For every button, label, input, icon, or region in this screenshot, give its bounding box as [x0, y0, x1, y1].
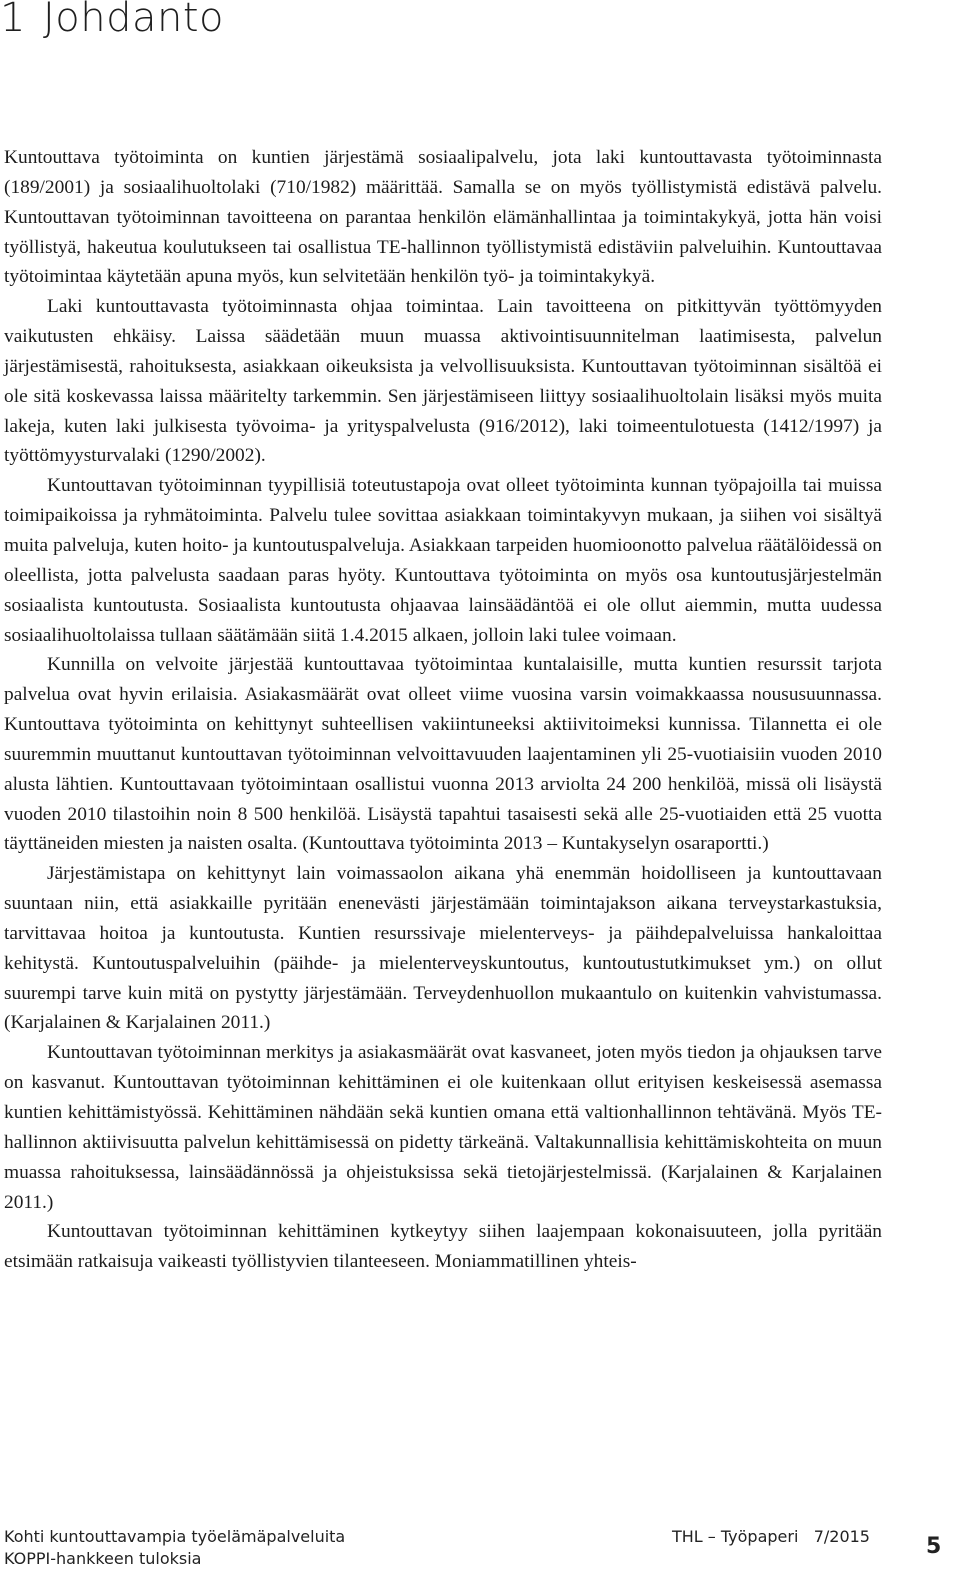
chapter-number: 1	[0, 0, 26, 41]
page-footer	[0, 1526, 960, 1570]
page-title	[0, 0, 224, 48]
paragraph-1: Kuntouttava työtoiminta on kuntien järjestämä sosiaalipalvelu, jota laki kuntouttavasta työtoiminnasta (189/2001) ja sosiaalihuoltolaki (710/1982) määrittää. Samalla se on myös työllistymistä edistävä palvelu. Kuntouttavan työtoiminnan tavoitteena on parantaa henkilön elämänhallintaa ja toimintakykyä, jotta hän voisi työllistyä, hakeutua koulutukseen tai osallistua TE-hallinnon työllistymistä edistäviin palveluihin. Kuntouttavaa työtoimintaa käytetään apuna myös, kun selvitetään henkilön työ- ja toimintakykyä.	[4, 147, 882, 288]
paragraph-5: Järjestämistapa on kehittynyt lain voimassaolon aikana yhä enemmän hoidolliseen ja kuntouttavaan suuntaan niin, että asiakkaille pyritään enenevästi järjestämään toimintajakson aikana terveystarkastuksia, tarvittavaa hoitoa ja kuntoutusta. Kuntien resurssivaje mielenterveys- ja päihdepalveluissa hankaloittaa kehitystä. Kuntoutuspalveluihin (päihde- ja mielenterveyskuntoutus, kuntoutustutkimukset ym.) on ollut suurempi tarve kuin mitä on pystytty järjestämään. Terveydenhuollon mukaantulo on kuitenkin vahvistumassa. (Karjalainen & Karjalainen 2011.)	[4, 863, 882, 1034]
footer-series	[672, 1526, 870, 1548]
page-number: 5	[926, 1534, 942, 1559]
paragraph-7: Kuntouttavan työtoiminnan kehittäminen kytkeytyy siihen laajempaan kokonaisuuteen, jolla pyritään etsimään ratkaisuja vaikeasti työllistyvien tilanteeseen. Moniammatillinen yhteis-	[4, 1221, 882, 1273]
paragraph-6: Kuntouttavan työtoiminnan merkitys ja asiakasmäärät ovat kasvaneet, joten myös tiedon ja ohjauksen tarve on kasvanut. Kuntouttavan työtoiminnan kehittäminen ei ole kuitenkaan ollut erityisen keskeisessä asemassa kuntien kehittämistyössä. Kehittäminen nähdään sekä kuntien omana että valtionhallinnon tehtävänä. Myös TE-hallinnon aktiivisuutta palvelun kehittämisessä on pidetty tärkeänä. Valtakunnallisia kehittämiskohteita on muun muassa rahoituksessa, lainsäädännössä ja ohjeistuksissa sekä tietojärjestelmissä. (Karjalainen & Karjalainen 2011.)	[4, 1042, 882, 1213]
footer-issue: 7/2015	[813, 1527, 870, 1546]
footer-publication-title	[4, 1526, 345, 1570]
body-text	[4, 143, 882, 1277]
footer-title-line-2: KOPPI-hankkeen tuloksia	[4, 1549, 202, 1568]
paragraph-3: Kuntouttavan työtoiminnan tyypillisiä toteutustapoja ovat olleet työtoiminta kunnan työpajoilla tai muissa toimipaikoissa ja ryhmätoiminta. Palvelu tulee sovittaa asiakkaan toimintakyvyn mukaan, ja siihen voi sisältyä muita palveluja, kuten hoito- ja kuntoutuspalveluja. Asiakkaan tarpeiden huomioonotto palvelua räätälöidessä on oleellista, jotta palvelusta saadaan paras hyöty. Kuntouttava työtoiminta on myös osa kuntoutusjärjestelmän sosiaalista kuntoutusta. Sosiaalista kuntoutusta ohjaavaa lainsäädäntöä ei ole ollut aiemmin, mutta uudessa sosiaalihuoltolaissa tullaan säätämään siitä 1.4.2015 alkaen, jolloin laki tulee voimaan.	[4, 475, 882, 646]
footer-title-line-1: Kohti kuntouttavampia työelämäpalveluita	[4, 1527, 346, 1546]
chapter-title: Johdanto	[43, 0, 225, 41]
footer-series-name: THL – Työpaperi	[672, 1527, 799, 1546]
paragraph-4: Kunnilla on velvoite järjestää kuntouttavaa työtoimintaa kuntalaisille, mutta kuntien resurssit tarjota palvelua ovat hyvin erilaisia. Asiakasmäärät ovat olleet viime vuosina varsin voimakkaassa noususuunnassa. Kuntouttava työtoiminta on kehittynyt suhteellisen vakiintuneeksi aktiivitoimeksi kunnissa. Tilannetta ei ole suuremmin muuttanut kuntouttavan työtoiminnan velvoittavuuden laajentaminen yli 25-vuotiaisiin vuoden 2010 alusta lähtien. Kuntouttavaan työtoimintaan osallistui vuonna 2013 arviolta 24 200 henkilöä, missä oli lisäystä vuoden 2010 tilastoihin noin 8 500 henkilöä. Lisäystä tapahtui tasaisesti sekä alle 25-vuotiaiden että 25 vuotta täyttäneiden miesten ja naisten osalta. (Kuntouttava työtoiminta 2013 – Kuntakyselyn osaraportti.)	[4, 654, 882, 855]
paragraph-2: Laki kuntouttavasta työtoiminnasta ohjaa toimintaa. Lain tavoitteena on pitkittyvän työttömyyden vaikutusten ehkäisy. Laissa säädetään muun muassa aktivointisuunnitelman laatimisesta, palvelun järjestämisestä, rahoituksesta, asiakkaan oikeuksista ja velvollisuuksista. Kuntouttavan työtoiminnan sisältöä ei ole sitä koskevassa laissa määritelty tarkemmin. Sen järjestämiseen liittyy sosiaalihuoltolain lisäksi myös muita lakeja, kuten laki julkisesta työvoima- ja yrityspalvelusta (916/2012), laki toimeentulotuesta (1412/1997) ja työttömyysturvalaki (1290/2002).	[4, 296, 882, 467]
